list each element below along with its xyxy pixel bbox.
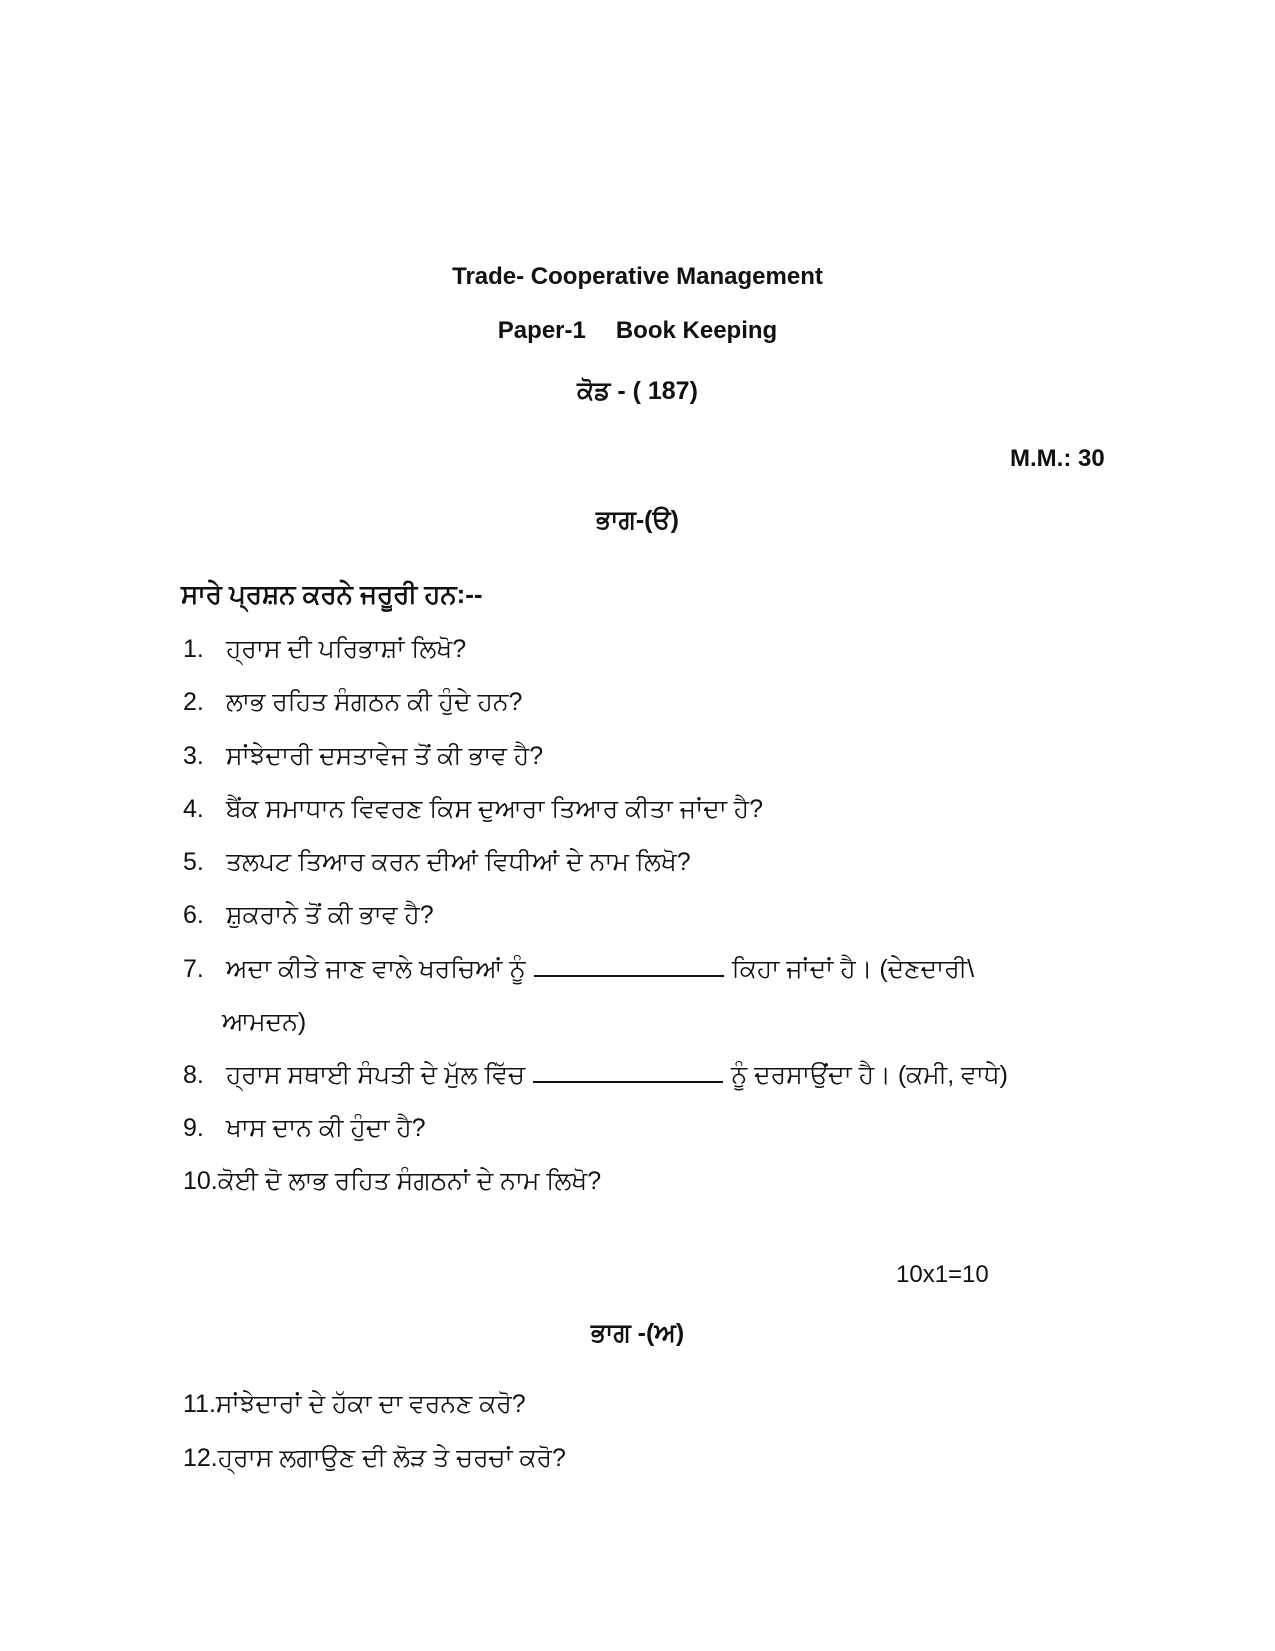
question-text: ਖਾਸ ਦਾਨ ਕੀ ਹੁੰਦਾ ਹੈ? <box>225 1114 426 1142</box>
question-8 <box>183 1059 1008 1091</box>
question-number: 5. <box>183 848 204 876</box>
trade-title: Trade- Cooperative Management <box>452 263 823 290</box>
question-text-after: ਨੂੰ ਦਰਸਾਉਂਦਾ ਹੈ। (ਕਮੀ, ਵਾਧੇ) <box>730 1061 1008 1089</box>
question-number: 3. <box>183 742 204 770</box>
fill-in-blank <box>534 953 724 977</box>
question-12 <box>183 1442 566 1474</box>
fill-in-blank <box>533 1059 723 1083</box>
question-2 <box>183 686 522 718</box>
question-number: 4. <box>183 795 204 823</box>
question-9 <box>183 1112 426 1144</box>
question-number: 6. <box>183 901 204 929</box>
paper-number: Paper-1 <box>497 317 586 344</box>
question-text: ਕੋਈ ਦੋ ਲਾਭ ਰਹਿਤ ਸੰਗਠਨਾਂ ਦੇ ਨਾਮ ਲਿਖੋ? <box>217 1167 602 1195</box>
section-a-marks: 10x1=10 <box>896 1261 989 1288</box>
question-1 <box>183 633 466 665</box>
max-marks: M.M.: 30 <box>1010 445 1105 472</box>
question-text: ਸਾਂਝੇਦਾਰਾਂ ਦੇ ਹੱਕਾ ਦਾ ਵਰਨਣ ਕਰੋ? <box>215 1390 526 1418</box>
question-text-after: ਕਿਹਾ ਜਾਂਦਾਂ ਹੈ। (ਦੇਣਦਾਰੀ\ <box>731 955 975 983</box>
question-number: 1. <box>183 635 204 663</box>
question-6 <box>183 899 434 931</box>
question-7-continuation: ਆਮਦਨ) <box>222 1008 307 1036</box>
paper-code: ਕੋਡ - ( 187) <box>577 377 698 405</box>
question-text: ਬੈਂਕ ਸਮਾਧਾਨ ਵਿਵਰਣ ਕਿਸ ਦੁਆਰਾ ਤਿਆਰ ਕੀਤਾ ਜਾਂਦਾ ਹੈ? <box>225 795 764 823</box>
question-number: 12. <box>183 1444 218 1472</box>
question-10 <box>183 1165 601 1197</box>
question-number: 8. <box>183 1061 204 1089</box>
question-4 <box>183 793 763 825</box>
question-3 <box>183 740 543 772</box>
question-text-before: ਹ੍ਰਾਸ ਸਥਾਈ ਸੰਪਤੀ ਦੇ ਮੁੱਲ ਵਿੱਚ <box>225 1061 525 1089</box>
question-text: ਹ੍ਰਾਸ ਦੀ ਪਰਿਭਾਸ਼ਾਂ ਲਿਖੋ? <box>225 635 467 663</box>
question-number: 10. <box>183 1167 218 1195</box>
question-text: ਲਾਭ ਰਹਿਤ ਸੰਗਠਨ ਕੀ ਹੁੰਦੇ ਹਨ? <box>225 688 523 716</box>
question-number: 7. <box>183 955 204 983</box>
question-5 <box>183 846 691 878</box>
instruction-text: ਸਾਰੇ ਪ੍ਰਸ਼ਨ ਕਰਨੇ ਜਰੂਰੀ ਹਨ:-- <box>181 579 483 609</box>
question-text: ਸਾਂਝੇਦਾਰੀ ਦਸਤਾਵੇਜ ਤੋਂ ਕੀ ਭਾਵ ਹੈ? <box>225 742 544 770</box>
paper-subject: Book Keeping <box>615 317 778 344</box>
paper-line <box>0 316 1275 346</box>
section-b-heading: ਭਾਗ -(ਅ) <box>590 1319 685 1347</box>
question-text: ਹ੍ਰਾਸ ਲਗਾਉਣ ਦੀ ਲੋੜ ਤੇ ਚਰਚਾਂ ਕਰੋ? <box>217 1444 566 1472</box>
question-text: ਸ਼ੁਕਰਾਨੇ ਤੋਂ ਕੀ ਭਾਵ ਹੈ? <box>225 901 434 929</box>
section-a-heading: ਭਾਗ-(ੳ) <box>595 506 679 534</box>
question-text: ਤਲਪਟ ਤਿਆਰ ਕਰਨ ਦੀਆਂ ਵਿਧੀਆਂ ਦੇ ਨਾਮ ਲਿਖੋ? <box>225 848 691 876</box>
question-11 <box>183 1388 526 1420</box>
question-text-before: ਅਦਾ ਕੀਤੇ ਜਾਣ ਵਾਲੇ ਖਰਚਿਆਂ ਨੂੰ <box>225 955 526 983</box>
question-number: 2. <box>183 688 204 716</box>
question-number: 11. <box>183 1390 216 1418</box>
question-7 <box>183 953 974 985</box>
question-number: 9. <box>183 1114 204 1142</box>
